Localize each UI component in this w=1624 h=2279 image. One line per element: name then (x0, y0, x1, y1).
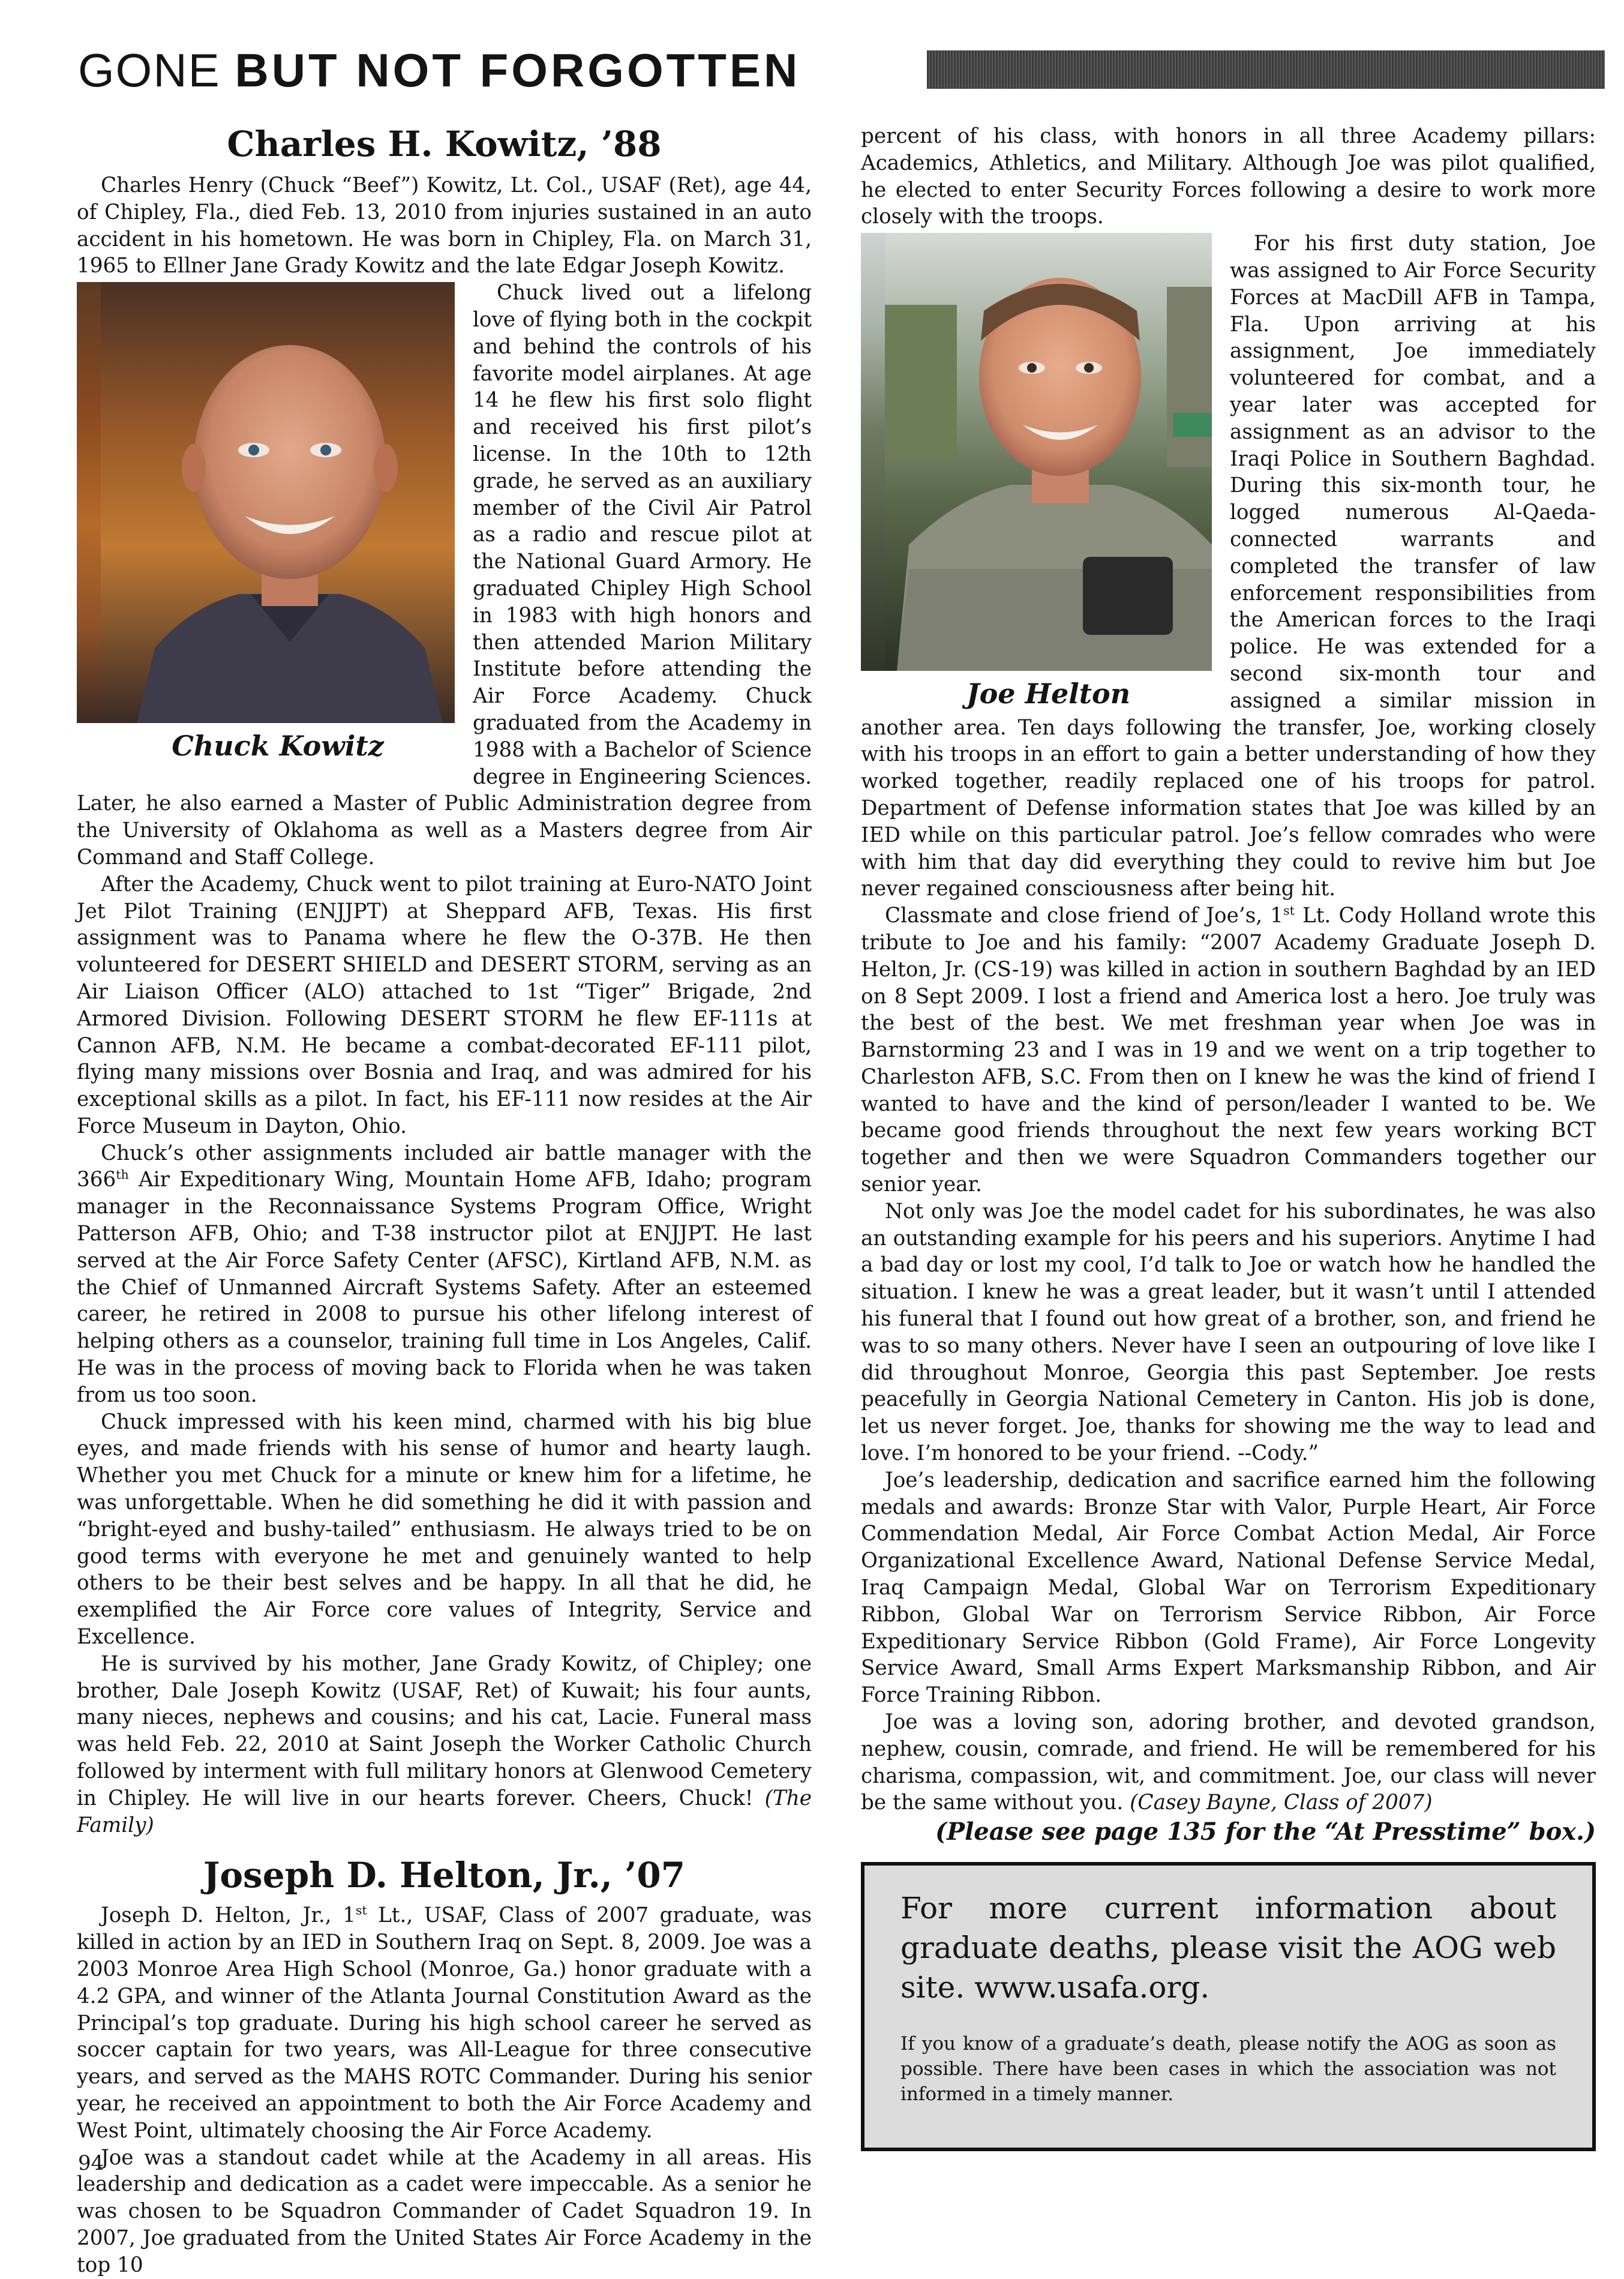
helton-paragraph-3-text: For his first duty station, Joe was assigned to Air Force Security Forces at MacDill AFB in Tampa, Fla. Upon arriving at his assignment, Joe immediately volunteered for combat, and a year later was accepted for assignment as an advisor to the Iraqi Police in Southern Baghdad. During this six-month tour, he logged numerous Al-Qaeda-connected warrants and completed the transfer of law enforcement responsibilities from the American forces to the Iraqi police. He was extended for a second six-month tour and assigned a similar mission in another area. Ten days following the transfer, Joe, working closely with his troops in an effort to gain a better understanding of how they worked together, readily replaced one of his troops for patrol. Department of Defense information states that Joe was killed by an IED while on this particular patrol. Joe’s fellow comrades who were with him that day did everything they could to revive him but Joe never regained consciousness after being hit. (861, 232, 1596, 901)
section-header (78, 44, 1614, 97)
helton-paragraph-1-part-b: Lt., USAF, Class of 2007 graduate, was killed in action by an IED in Southern Iraq on Sept. 8, 2009. Joe was a 2003 Monroe Area High School (Monroe, Ga.) honor graduate with a 4.2 GPA, and winner of the Atlanta Journal Constitution Award as the Principal’s top graduate. During his high school career he served as soccer captain for two years, was All-League for three consecutive years, and served as the MAHS ROTC Commander. During his senior year, he received an appointment to both the Air Force Academy and West Point, ultimately choosing the Air Force Academy. (77, 1903, 812, 2143)
helton-photo-caption: Joe Helton (966, 677, 1131, 710)
helton-paragraph-1-part-a: Joseph D. Helton, Jr., 1 (101, 1903, 356, 1928)
kowitz-paragraph-6-text: He is survived by his mother, Jane Grady Kowitz, of Chipley; one brother, Dale Joseph Kowitz (USAF, Ret) of Kuwait; his four aunts, many nieces, nephews and cousins; and his cat, Lacie. Funeral mass was held Feb. 22, 2010 at Saint Joseph the Worker Catholic Church followed by interment with full military honors at Glenwood Cemetery in Chipley. He will live in our hearts forever. Cheers, Chuck! (77, 1651, 812, 1810)
helton-paragraph-4-part-b: Lt. Cody Holland wrote this tribute to Joe and his family: “2007 Academy Graduate Joseph D. Helton, Jr. (CS-19) was killed in action in southern Baghdad by an IED on 8 Sept 2009. I lost a friend and America lost a hero. Joe truly was the best of the best. We met freshman year when Joe was in Barnstorming 23 and I was in 19 and we went on a trip together to Charleston AFB, S.C. From then on I knew he was the kind of friend I wanted to have and the kind of person/leader I wanted to be. We became good friends throughout the next few years working BCT together and then we were Squadron Commanders together our senior year. (861, 904, 1596, 1197)
section-title-bold: BUT NOT FORGOTTEN (235, 44, 801, 97)
helton-attribution: (Casey Bayne, Class of 2007) (1130, 1791, 1433, 1815)
helton-paragraph-6: Joe’s leadership, dedication and sacrifice earned him the following medals and awards: Bronze Star with Valor, Purple Heart, Air Force Commendation Medal, Air Force Combat Action Medal, Air Force Organizational Excellence Award, National Defense Service Medal, Iraq Campaign Medal, Global War on Terrorism Expeditionary Ribbon, Global War on Terrorism Service Ribbon, Air Force Expeditionary Service Ribbon (Gold Frame), Air Force Longevity Service Award, Small Arms Expert Marksmanship Ribbon, and Air Force Training Ribbon. (861, 1468, 1596, 1708)
section-title (78, 44, 800, 96)
helton-paragraph-3 (861, 230, 1596, 902)
helton-paragraph-4 (861, 902, 1596, 1198)
kowitz-paragraph-2-text: Chuck lived out a lifelong love of flying both in the cockpit and behind the controls of his favorite model airplanes. At age 14 he flew his first solo flight and received his first pilot’s license. In the 10th to 12th grade, he served as an auxiliary member of the Civil Air Patrol as a radio and rescue pilot at the National Guard Armory. He graduated Chipley High School in 1983 with high honors and then attended Marion Military Institute before attending the Air Force Academy. Chuck graduated from the Academy in 1988 with a Bachelor of Science degree in Engineering Sciences. Later, he also earned a Master of Public Administration degree from the University of Oklahoma as well as a Masters degree from Air Command and Staff College. (77, 281, 812, 869)
helton-paragraph-4-sup: st (1283, 903, 1295, 918)
header-bar (927, 50, 1605, 89)
aog-info-main-text: For more current information about graduate deaths, please visit the AOG web site. www.usafa.org. (900, 1891, 1556, 2005)
aog-info-notify-text: If you know of a graduate’s death, please notify the AOG as soon as possible. There have been cases in which the association was not informed in a timely manner. (900, 2033, 1556, 2106)
kowitz-paragraph-4-sup: th (116, 1168, 129, 1183)
helton-paragraph-7-text: Joe was a loving son, adoring brother, and devoted grandson, nephew, cousin, comrade, and friend. He will be remembered for his charisma, compassion, wit, and commitment. Joe, our class will never be the same without you. (861, 1710, 1596, 1815)
aog-info-box (861, 1862, 1596, 2151)
obituary-title-kowitz: Charles H. Kowitz, ’88 (227, 124, 662, 164)
kowitz-paragraph-6 (77, 1651, 812, 1839)
helton-paragraph-5: Not only was Joe the model cadet for his subordinates, he was also an outstanding example for his peers and his superiors. Anytime I had a bad day or lost my cool, I’d talk to Joe or watch how he handled the situation. I knew he was a great leader, but it wasn’t until I attended his funeral that I found out how great of a brother, son, and friend he was to so many others. Never have I seen an outpouring of love like I did throughout Monroe, Georgia this past September. Joe rests peacefully in Georgia National Cemetery in Canton. His job is done, let us never forget. Joe, thanks for showing me the way to lead and love. I’m honored to be your friend. --Cody.” (861, 1199, 1596, 1466)
presstime-note: (Please see page 135 for the “At Presstime” box.) (935, 1818, 1596, 1846)
kowitz-paragraph-4 (77, 1140, 812, 1409)
kowitz-paragraph-4-part-a: Chuck’s other assignments included air battle manager with the 366 (77, 1141, 812, 1192)
helton-photo-figure (861, 233, 1212, 712)
kowitz-paragraph-2 (77, 280, 812, 871)
helton-paragraph-2-left: Joe was a standout cadet while at the Academy in all areas. His leadership and dedication as a cadet were impeccable. As a senior he was chosen to be Squadron Commander of Cadet Squadron 19. In 2007, Joe graduated from the United States Air Force Academy in the top 10 (77, 2145, 812, 2277)
helton-paragraph-1-sup: st (355, 1903, 367, 1918)
right-column (861, 123, 1596, 2130)
kowitz-paragraph-3: After the Academy, Chuck went to pilot training at Euro-NATO Joint Jet Pilot Training (ENJJPT) at Sheppard AFB, Texas. His first assignment was to Panama where he flew the O-37B. He then volunteered for DESERT SHIELD and DESERT STORM, serving as an Air Liaison Officer (ALO) attached to 1st “Tiger” Brigade, 2nd Armored Division. Following DESERT STORM he flew EF-111s at Cannon AFB, N.M. He became a combat-decorated EF-111 pilot, flying many missions over Bosnia and Iraq, and was admired for his exceptional skills as a pilot. In fact, his EF-111 now resides at the Air Force Museum in Dayton, Ohio. (77, 872, 812, 1138)
helton-photo (861, 233, 1212, 671)
kowitz-portrait-image (101, 282, 455, 723)
helton-paragraph-2-right: percent of his class, with honors in all three Academy pillars: Academics, Athletics, and Military. Although Joe was pilot qualified, he elected to enter Security Forces following a desire to work more closely with the troops. (861, 124, 1596, 229)
kowitz-paragraph-1: Charles Henry (Chuck “Beef”) Kowitz, Lt. Col., USAF (Ret), age 44, of Chipley, Fla., died Feb. 13, 2010 from injuries sustained in an auto accident in his hometown. He was born in Chipley, Fla. on March 31, 1965 to Ellner Jane Grady Kowitz and the late Edgar Joseph Kowitz. (77, 173, 812, 278)
helton-portrait-image (885, 233, 1212, 671)
obituary-title-helton: Joseph D. Helton, Jr., ’07 (203, 1855, 686, 1896)
helton-paragraph-7 (861, 1709, 1596, 1816)
kowitz-photo-caption: Chuck Kowitz (172, 730, 384, 763)
helton-paragraph-1 (77, 1902, 812, 2144)
section-title-light: GONE (78, 44, 221, 97)
kowitz-photo-figure (77, 282, 455, 764)
kowitz-photo (77, 282, 455, 723)
kowitz-attribution: (The Family) (77, 1786, 812, 1837)
kowitz-paragraph-4-part-b: Air Expeditionary Wing, Mountain Home AFB, Idaho; program manager in the Reconnaissance Systems Program Office, Wright Patterson AFB, Ohio; and T-38 instructor pilot at ENJJPT. He last served at the Air Force Safety Center (AFSC), Kirtland AFB, N.M. as the Chief of Unmanned Aircraft Systems Safety. After an esteemed career, he retired in 2008 to pursue his other lifelong interest of helping others as a counselor, training full time in Los Angeles, Calif. He was in the process of moving back to Florida when he was taken from us too soon. (77, 1168, 812, 1407)
helton-paragraph-4-part-a: Classmate and close friend of Joe’s, 1 (885, 904, 1284, 928)
kowitz-paragraph-5: Chuck impressed with his keen mind, charmed with his big blue eyes, and made friends with his sense of humor and hearty laugh. Whether you met Chuck for a minute or knew him for a lifetime, he was unforgettable. When he did something he did it with passion and “bright-eyed and bushy-tailed” enthusiasm. He always tried to be on good terms with everyone he met and genuinely wanted to help others to be their best selves and be happy. In all that he did, he exemplified the Air Force core values of Integrity, Service and Excellence. (77, 1410, 812, 1650)
page-number: 94 (78, 2151, 104, 2175)
